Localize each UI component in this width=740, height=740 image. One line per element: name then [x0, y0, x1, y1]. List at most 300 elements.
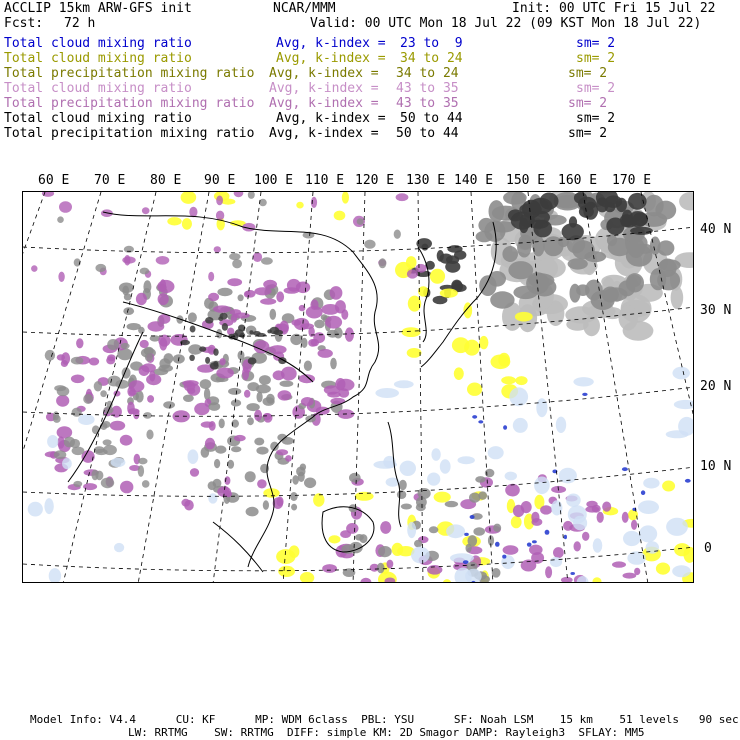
legend-k-range: 23 to 9 — [400, 36, 463, 51]
cloud-blob-gray — [72, 408, 82, 417]
cloud-blob-gray — [490, 291, 514, 308]
precip-blob-purple — [582, 532, 589, 541]
legend-k-range: 50 to 44 — [396, 126, 459, 141]
precip-blob-purple — [230, 309, 241, 315]
meridian-line — [23, 192, 45, 583]
precip-blob-purple — [244, 390, 250, 398]
cloud-blob-gray — [485, 469, 495, 478]
forecast-hour: 72 h — [64, 16, 96, 31]
legend-smoothing: sm= 2 — [568, 96, 608, 111]
cloud-blob-gray — [54, 450, 66, 459]
cloud-blob-gray — [101, 478, 114, 489]
cloud-blob-blue — [641, 490, 645, 495]
cloud-blob-yellow — [464, 340, 480, 356]
cloud-blob-blue — [582, 393, 587, 396]
precip-blob-purple — [147, 395, 154, 403]
cloud-blob-gray — [394, 230, 401, 239]
cloud-blob-gray — [245, 471, 256, 482]
cloud-blob-gray — [53, 411, 59, 420]
legend-k-range: 34 to 24 — [396, 66, 459, 81]
cloud-blob-gray — [140, 268, 150, 275]
cloud-blob-gray — [476, 231, 493, 242]
legend-smoothing: sm= 2 — [568, 126, 608, 141]
precip-blob-purple — [278, 390, 292, 400]
legend-avg-label: Avg, k-index = — [276, 51, 386, 66]
cloud-blob-gray — [568, 258, 588, 269]
precip-blob-purple — [254, 410, 262, 421]
cloud-blob-gray — [217, 288, 232, 296]
precip-blob-purple — [244, 291, 251, 298]
cloud-blob-dark — [218, 316, 223, 321]
legend-avg-label: Avg, k-index = — [276, 36, 386, 51]
cloud-blob-gray — [227, 460, 234, 469]
cloud-blob-gray — [650, 268, 666, 290]
precip-blob-purple — [71, 375, 85, 384]
cloud-blob-gray — [414, 540, 422, 548]
cloud-blob-yellow — [454, 367, 464, 380]
precip-blob-purple — [631, 520, 637, 530]
legend-smoothing: sm= 2 — [576, 111, 616, 126]
border-china-north — [103, 212, 353, 252]
cloud-blob-gray — [163, 401, 175, 408]
cloud-blob-gray — [95, 264, 106, 272]
precip-blob-purple — [234, 435, 246, 441]
precip-blob-purple — [208, 293, 219, 301]
cloud-blob-gray — [188, 312, 197, 322]
precip-blob-purple — [61, 352, 70, 365]
precip-blob-purple — [531, 512, 539, 523]
precip-blob-purple — [285, 455, 292, 462]
cloud-blob-lightblue — [44, 498, 53, 514]
cloud-blob-gray — [263, 500, 269, 510]
cloud-blob-gray — [256, 384, 271, 393]
cloud-blob-lightblue — [673, 367, 690, 380]
cloud-blob-yellow — [593, 577, 602, 583]
precip-blob-purple — [563, 521, 573, 531]
precip-blob-purple — [140, 340, 149, 348]
precip-blob-purple — [301, 397, 314, 406]
precip-blob-purple — [263, 280, 277, 289]
precip-blob-purple — [561, 577, 573, 583]
cloud-blob-dark — [240, 333, 246, 338]
precip-blob-purple — [306, 306, 323, 319]
cloud-blob-lightblue — [513, 418, 528, 433]
precip-blob-purple — [634, 568, 640, 575]
precip-blob-purple — [529, 545, 543, 555]
legend-avg-label: Avg, k-index = — [269, 66, 379, 81]
precip-blob-purple — [216, 368, 234, 379]
precip-blob-purple — [59, 201, 72, 213]
cloud-blob-gray — [657, 240, 674, 255]
cloud-blob-gray — [107, 339, 119, 350]
cloud-blob-gray — [570, 284, 581, 303]
precip-blob-purple — [89, 358, 99, 366]
cloud-blob-gray — [291, 504, 297, 511]
cloud-blob-dark — [270, 327, 280, 335]
cloud-blob-gray — [204, 388, 210, 400]
cloud-blob-gray — [532, 236, 544, 257]
longitude-label: 120 E — [355, 173, 395, 188]
cloud-blob-gray — [142, 480, 150, 488]
precip-blob-purple — [31, 265, 37, 272]
cloud-blob-gray — [304, 478, 316, 489]
cloud-blob-lightblue — [534, 477, 550, 495]
precip-blob-purple — [273, 370, 285, 380]
legend-smoothing: sm= 2 — [576, 51, 616, 66]
cloud-blob-lightblue — [394, 380, 414, 388]
cloud-blob-dark — [205, 357, 210, 364]
precip-blob-purple — [380, 521, 391, 534]
cloud-blob-gray — [585, 280, 603, 301]
cloud-blob-gray — [619, 305, 638, 330]
precip-blob-purple — [205, 438, 215, 450]
latitude-label: 40 N — [700, 222, 732, 237]
cloud-blob-dark — [249, 330, 253, 334]
cloud-blob-gray — [259, 375, 271, 385]
cloud-blob-blue — [570, 572, 575, 575]
cloud-blob-gray — [119, 283, 134, 294]
cloud-blob-gray — [290, 492, 298, 501]
cloud-blob-gray — [247, 417, 254, 425]
cloud-blob-yellow — [334, 211, 346, 221]
cloud-blob-yellow — [182, 218, 192, 230]
cloud-blob-gray — [475, 476, 486, 483]
cloud-blob-dark — [508, 209, 523, 221]
precip-blob-purple — [223, 486, 229, 495]
cloud-blob-blue — [503, 425, 507, 430]
longitude-label: 100 E — [254, 173, 294, 188]
map-panel — [22, 191, 694, 583]
cloud-blob-yellow — [515, 376, 527, 385]
cloud-blob-gray — [584, 251, 606, 262]
cloud-blob-lightblue — [427, 473, 440, 486]
legend-field-name: Total cloud mixing ratio — [4, 81, 192, 96]
cloud-blob-lightblue — [431, 448, 440, 461]
cloud-blob-gray — [214, 459, 220, 468]
legend-k-range: 34 to 24 — [400, 51, 463, 66]
cloud-blob-gray — [282, 437, 294, 445]
cloud-blob-gray — [229, 253, 240, 260]
precip-blob-purple — [188, 388, 196, 394]
cloud-blob-dark — [628, 193, 647, 210]
cloud-blob-yellow — [167, 217, 181, 225]
cloud-blob-lightblue — [550, 557, 562, 567]
cloud-blob-gray — [270, 442, 279, 451]
cloud-blob-dark — [633, 213, 648, 227]
precip-blob-purple — [622, 512, 629, 523]
precip-blob-purple — [308, 339, 317, 347]
cloud-blob-gray — [215, 446, 226, 454]
cloud-blob-gray — [349, 473, 361, 483]
precip-blob-purple — [189, 207, 197, 218]
cloud-blob-lightblue — [556, 417, 566, 433]
cloud-blob-gray — [261, 257, 273, 264]
precip-blob-purple — [586, 501, 597, 508]
cloud-blob-yellow — [407, 348, 422, 358]
cloud-blob-blue — [464, 533, 469, 536]
cloud-blob-dark — [248, 357, 257, 364]
legend-smoothing: sm= 2 — [576, 81, 616, 96]
legend-field-name: Total precipitation mixing ratio — [4, 126, 255, 141]
precip-blob-purple — [612, 561, 626, 567]
precip-blob-purple — [276, 449, 288, 455]
cloud-blob-gray — [103, 439, 112, 445]
cloud-blob-gray — [489, 200, 505, 222]
cloud-blob-gray — [248, 192, 255, 199]
precip-blob-purple — [574, 541, 581, 551]
cloud-blob-gray — [232, 259, 242, 268]
cloud-blob-yellow — [181, 192, 197, 204]
precip-blob-purple — [346, 523, 358, 534]
cloud-blob-gray — [231, 400, 241, 407]
precip-blob-purple — [208, 272, 214, 282]
legend-field-name: Total precipitation mixing ratio — [4, 96, 255, 111]
legend-k-range: 43 to 35 — [396, 81, 459, 96]
cloud-blob-gray — [145, 353, 153, 362]
precip-blob-purple — [158, 293, 169, 305]
precip-blob-purple — [253, 252, 262, 262]
meridian-line — [283, 192, 313, 583]
cloud-blob-gray — [604, 287, 628, 301]
cloud-blob-gray — [159, 358, 170, 369]
precip-blob-purple — [623, 573, 637, 579]
cloud-blob-lightblue — [458, 456, 475, 464]
cloud-blob-lightblue — [488, 446, 504, 459]
cloud-blob-gray — [124, 293, 132, 300]
precip-blob-purple — [597, 512, 604, 523]
precip-blob-purple — [76, 338, 83, 348]
precip-blob-purple — [540, 505, 552, 514]
cloud-blob-yellow — [221, 199, 236, 205]
coastline-philippines — [388, 422, 401, 527]
cloud-blob-lightblue — [440, 459, 451, 473]
cloud-blob-lightblue — [643, 478, 659, 489]
cloud-blob-lightblue — [672, 565, 691, 577]
cloud-blob-gray — [466, 544, 472, 553]
latitude-label: 30 N — [700, 303, 732, 318]
longitude-label: 130 E — [406, 173, 446, 188]
cloud-blob-gray — [71, 357, 84, 365]
precip-blob-purple — [142, 207, 150, 214]
cloud-blob-lightblue — [639, 525, 657, 542]
precip-blob-purple — [505, 484, 520, 497]
precip-blob-purple — [231, 314, 237, 323]
precip-blob-purple — [269, 345, 287, 354]
cloud-blob-lightblue — [505, 472, 517, 481]
cloud-blob-gray — [528, 273, 554, 287]
cloud-blob-gray — [626, 273, 644, 292]
cloud-blob-gray — [280, 381, 294, 387]
cloud-blob-gray — [138, 465, 144, 477]
cloud-blob-dark — [562, 223, 584, 240]
cloud-blob-lightblue — [62, 458, 72, 469]
cloud-blob-dark — [189, 355, 195, 361]
cloud-blob-yellow — [467, 383, 482, 396]
legend-field-name: Total cloud mixing ratio — [4, 111, 192, 126]
cloud-blob-yellow — [515, 312, 533, 322]
precip-blob-purple — [335, 378, 345, 390]
cloud-blob-gray — [95, 471, 103, 481]
precip-blob-purple — [321, 304, 339, 315]
cloud-blob-yellow — [329, 535, 341, 543]
coastline-sumatra — [213, 522, 263, 572]
precip-blob-purple — [287, 279, 301, 292]
latitude-label: 10 N — [700, 459, 732, 474]
precip-blob-purple — [602, 502, 611, 512]
cloud-blob-yellow — [628, 509, 638, 520]
cloud-blob-gray — [83, 394, 93, 404]
cloud-blob-blue — [478, 420, 483, 423]
cloud-blob-gray — [399, 480, 407, 490]
cloud-blob-gray — [138, 458, 147, 465]
precip-blob-purple — [58, 272, 64, 282]
cloud-blob-yellow — [289, 545, 300, 558]
cloud-blob-dark — [190, 326, 196, 333]
cloud-blob-gray — [608, 238, 631, 256]
precip-blob-purple — [56, 395, 69, 407]
precip-blob-purple — [157, 280, 174, 293]
precip-blob-purple — [360, 578, 371, 583]
cloud-blob-blue — [527, 543, 532, 547]
cloud-blob-lightblue — [566, 494, 581, 507]
cloud-blob-gray — [136, 391, 144, 403]
precip-blob-purple — [325, 316, 342, 329]
cloud-blob-gray — [473, 527, 485, 536]
cloud-blob-yellow — [434, 492, 451, 503]
cloud-blob-gray — [256, 447, 268, 455]
cloud-blob-lightblue — [536, 398, 547, 417]
cloud-blob-blue — [564, 535, 567, 539]
precip-blob-purple — [387, 560, 394, 569]
cloud-blob-gray — [100, 390, 107, 397]
precip-blob-purple — [216, 211, 224, 221]
longitude-label: 170 E — [612, 173, 652, 188]
cloud-blob-lightblue — [509, 387, 528, 406]
legend-avg-label: Avg, k-index = — [276, 111, 386, 126]
precip-blob-purple — [415, 264, 426, 273]
cloud-blob-gray — [378, 546, 392, 557]
longitude-label: 90 E — [204, 173, 236, 188]
cloud-blob-dark — [532, 211, 550, 224]
precip-blob-purple — [322, 564, 337, 573]
precip-blob-purple — [227, 278, 242, 286]
cloud-blob-lightblue — [407, 522, 416, 538]
cloud-blob-lightblue — [666, 518, 688, 536]
precip-blob-purple — [127, 402, 135, 415]
cloud-blob-gray — [359, 534, 367, 543]
cloud-blob-blue — [470, 515, 475, 519]
model-info-line1: Model Info: V4.4 CU: KF MP: WDM 6class PBL: YSU SF: Noah LSM 15 km 51 levels 90 sec — [30, 713, 739, 726]
cloud-blob-yellow — [440, 289, 458, 298]
longitude-label: 140 E — [454, 173, 494, 188]
longitude-label: 60 E — [38, 173, 70, 188]
legend-field-name: Total cloud mixing ratio — [4, 51, 192, 66]
cloud-blob-gray — [94, 381, 102, 391]
precip-blob-purple — [156, 256, 170, 265]
cloud-blob-lightblue — [627, 551, 645, 564]
precip-blob-purple — [142, 363, 156, 372]
cloud-blob-yellow — [511, 516, 522, 528]
cloud-blob-gray — [429, 526, 439, 533]
precip-blob-purple — [124, 255, 130, 266]
cloud-blob-dark — [454, 250, 466, 259]
cloud-blob-gray — [502, 246, 518, 262]
cloud-blob-gray — [213, 479, 222, 488]
legend-k-range: 50 to 44 — [400, 111, 463, 126]
legend-k-range: 43 to 35 — [396, 96, 459, 111]
organization: NCAR/MMM — [273, 1, 336, 16]
cloud-blob-yellow — [443, 579, 452, 583]
cloud-blob-lightblue — [400, 461, 416, 476]
precip-blob-purple — [216, 196, 223, 206]
cloud-blob-gray — [123, 307, 134, 315]
cloud-blob-gray — [57, 386, 70, 396]
cloud-blob-gray — [314, 320, 325, 329]
cloud-blob-yellow — [662, 481, 675, 492]
latitude-label: 20 N — [700, 379, 732, 394]
cloud-blob-lightblue — [49, 568, 61, 583]
cloud-blob-dark — [213, 348, 218, 355]
precip-blob-purple — [234, 192, 244, 197]
cloud-blob-lightblue — [593, 538, 603, 552]
cloud-blob-gray — [334, 327, 343, 338]
cloud-blob-yellow — [300, 572, 314, 583]
cloud-blob-gray — [231, 446, 241, 452]
precip-blob-purple — [107, 354, 116, 361]
cloud-blob-gray — [254, 438, 264, 446]
cloud-blob-lightblue — [111, 458, 126, 467]
precip-blob-purple — [294, 318, 309, 330]
precip-blob-purple — [521, 501, 532, 513]
cloud-blob-gray — [492, 568, 501, 578]
precip-blob-purple — [220, 358, 226, 365]
cloud-blob-gray — [45, 350, 55, 361]
precip-blob-purple — [110, 421, 125, 431]
longitude-label: 80 E — [150, 173, 182, 188]
precip-blob-purple — [213, 305, 231, 312]
precip-blob-purple — [129, 380, 145, 392]
cloud-blob-yellow — [430, 269, 445, 284]
weather-map — [23, 192, 694, 583]
precip-blob-purple — [503, 545, 519, 555]
cloud-blob-gray — [200, 379, 212, 389]
cloud-blob-gray — [73, 481, 82, 487]
precip-blob-purple — [242, 367, 249, 381]
cloud-blob-gray — [208, 402, 220, 411]
cloud-blob-gray — [146, 430, 153, 440]
cloud-blob-gray — [416, 497, 427, 508]
cloud-blob-dark — [540, 193, 559, 210]
cloud-blob-gray — [543, 236, 563, 256]
cloud-blob-yellow — [402, 327, 421, 337]
cloud-blob-lightblue — [375, 388, 399, 398]
cloud-blob-dark — [213, 361, 218, 367]
cloud-blob-gray — [364, 240, 375, 249]
precip-blob-purple — [553, 547, 564, 558]
cloud-blob-blue — [545, 530, 550, 535]
valid-time: Valid: 00 UTC Mon 18 Jul 22 (09 KST Mon 18 Jul 22) — [310, 16, 702, 31]
model-title: ACCLIP 15km ARW-GFS init — [4, 1, 192, 16]
cloud-blob-gray — [296, 467, 305, 477]
cloud-blob-gray — [379, 258, 387, 268]
cloud-blob-lightblue — [411, 547, 430, 564]
cloud-blob-blue — [463, 560, 469, 564]
cloud-blob-dark — [205, 317, 213, 324]
cloud-blob-dark — [445, 261, 460, 273]
precip-blob-purple — [120, 481, 133, 494]
precip-blob-purple — [318, 349, 333, 358]
precip-blob-purple — [181, 499, 190, 507]
